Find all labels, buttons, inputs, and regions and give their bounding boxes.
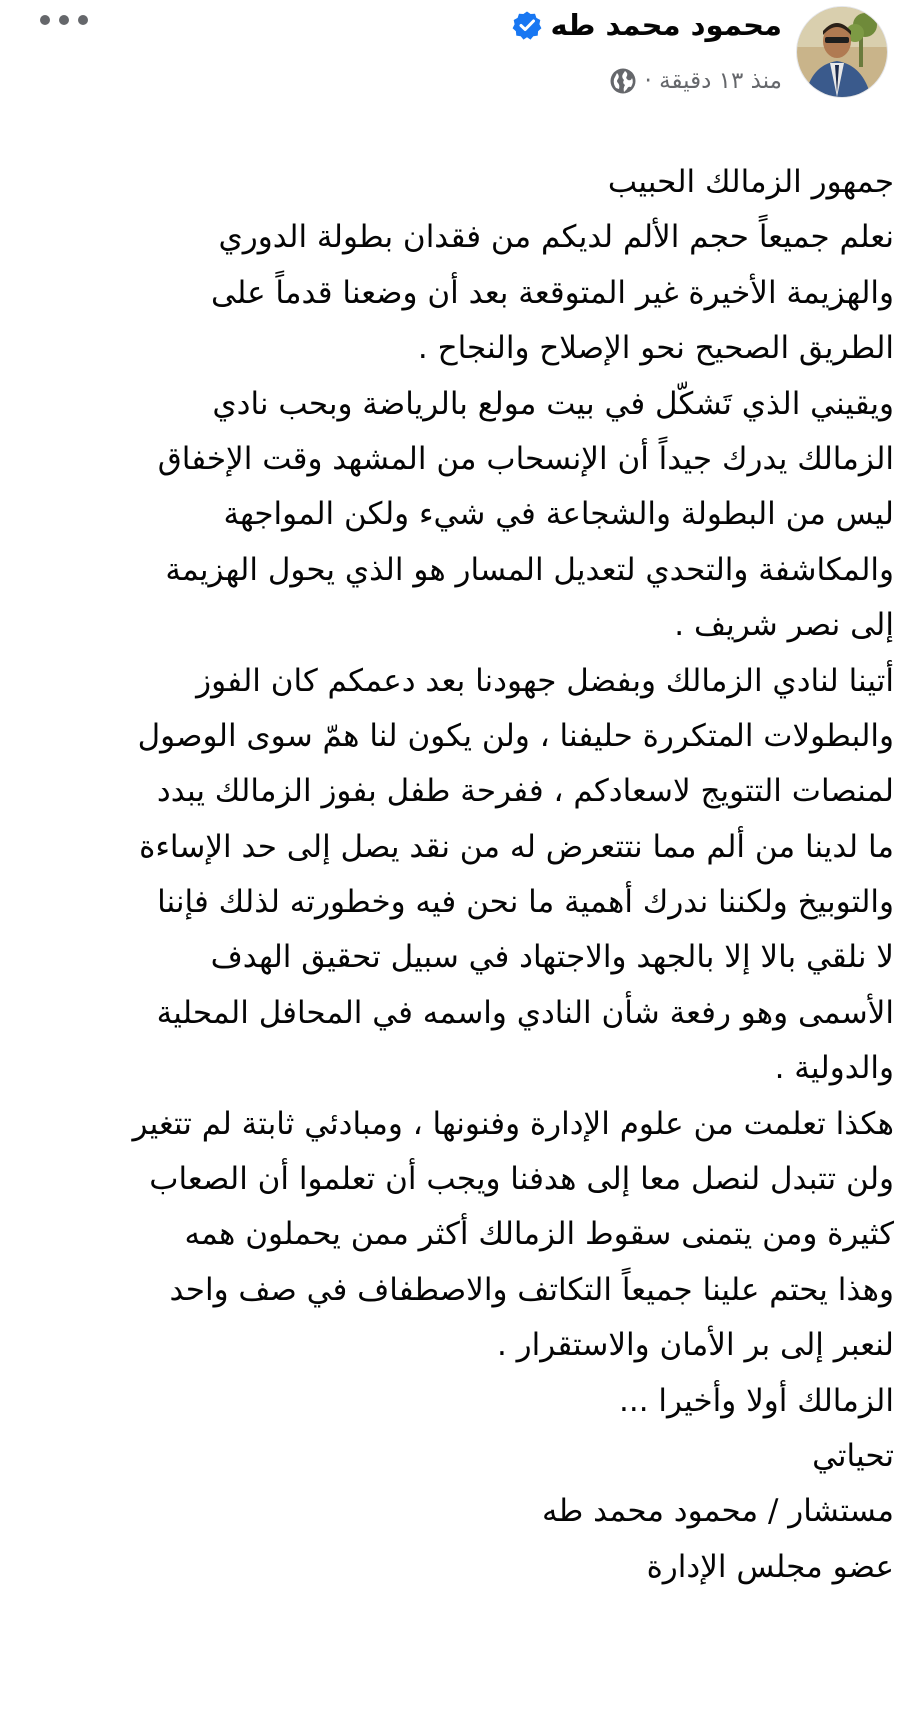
post-text-line: ليس من البطولة والشجاعة في شيء ولكن المواجهة [223, 496, 894, 533]
post-text-line: الطريق الصحيح نحو الإصلاح والنجاح . [417, 330, 894, 367]
verified-badge-icon [512, 10, 542, 40]
post-text-line: والمكاشفة والتحدي لتعديل المسار هو الذي يحول الهزيمة [165, 551, 894, 588]
post-text-line: لنعبر إلى بر الأمان والاستقرار . [496, 1327, 894, 1364]
post-text-line: إلى نصر شريف . [674, 607, 894, 644]
post-text-line: والبطولات المتكررة حليفنا ، ولن يكون لنا همّ سوى الوصول [137, 717, 894, 754]
post-text-line: وهذا يحتم علينا جميعاً التكاتف والاصطفاف في صف واحد [169, 1271, 894, 1308]
post-text-line: مستشار / محمود محمد طه [541, 1493, 894, 1530]
dot [78, 15, 88, 25]
avatar-photo-icon [797, 7, 887, 97]
dot [40, 15, 50, 25]
post-text-line: لا نلقي بالا إلا بالجهد والاجتهاد في سبيل تحقيق الهدف [210, 939, 894, 976]
post-text-line: نعلم جميعاً حجم الألم لديكم من فقدان بطولة الدوري [218, 219, 894, 256]
post-text-line: جمهور الزمالك الحبيب [607, 164, 894, 200]
dot [59, 15, 69, 25]
post-text-line: عضو مجلس الإدارة [646, 1548, 894, 1585]
globe-icon[interactable] [609, 67, 637, 95]
author-name[interactable]: محمود محمد طه [550, 8, 782, 42]
avatar[interactable] [796, 6, 888, 98]
post-text-line: أتينا لنادي الزمالك وبفضل جهودنا بعد دعمكم كان الفوز [196, 662, 894, 699]
post-text-line: ولن تتبدل لنصل معا إلى هدفنا ويجب أن تعلموا أن الصعاب [149, 1161, 894, 1198]
post-text-line: لمنصات التتويج لاسعادكم ، ففرحة طفل بفوز الزمالك يبدد [156, 773, 894, 810]
post-text-line: تحياتي [812, 1437, 894, 1474]
post-text-line: والتوبيخ ولكننا ندرك أهمية ما نحن فيه وخطورته لذلك فإننا [157, 884, 894, 921]
post-text-line: كثيرة ومن يتمنى سقوط الزمالك أكثر ممن يحملون همه [184, 1216, 894, 1253]
post-text [14, 155, 894, 1595]
author-row [512, 6, 782, 44]
post-text-line: هكذا تعلمت من علوم الإدارة وفنونها ، ومبادئي ثابتة لم تتغير [132, 1105, 894, 1142]
post-text-line: ويقيني الذي تَشكّل في بيت مولع بالرياضة وبحب نادي [212, 385, 894, 422]
post-text-line: والهزيمة الأخيرة غير المتوقعة بعد أن وضعنا قدماً على [210, 274, 894, 311]
post-text-line: ما لدينا من ألم مما نتتعرض له من نقد يصل إلى حد الإساءة [139, 828, 894, 865]
post-timestamp[interactable]: منذ ١٣ دقيقة · [644, 68, 782, 94]
post-text-line: الزمالك يدرك جيداً أن الإنسحاب من المشهد وقت الإخفاق [157, 440, 894, 477]
post-meta [609, 66, 782, 96]
post-text-line: الزمالك أولا وأخيرا ... [619, 1382, 894, 1419]
more-options-icon[interactable] [40, 8, 88, 32]
post-text-line: والدولية . [774, 1050, 894, 1087]
post-text-line: الأسمى وهو رفعة شأن النادي واسمه في المحافل المحلية [156, 994, 894, 1031]
